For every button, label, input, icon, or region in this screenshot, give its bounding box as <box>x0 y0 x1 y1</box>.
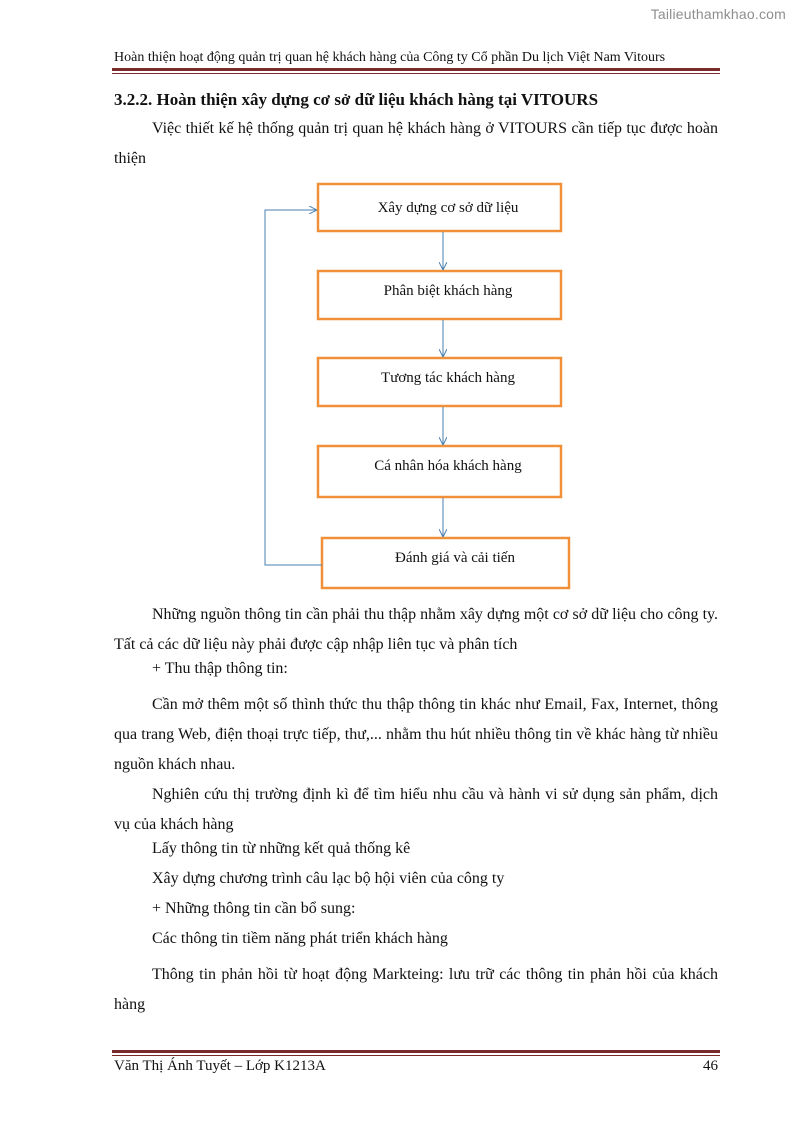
paragraph-1: Những nguồn thông tin cần phải thu thập nhằm xây dựng một cơ sở dữ liệu cho công ty. Tất cả các dữ liệu này phải được cập nhập liên tục và phân tích <box>114 606 718 653</box>
paragraph-2: + Thu thập thông tin: <box>152 660 288 677</box>
paragraph-3: Cần mở thêm một số thình thức thu thập thông tin khác như Email, Fax, Internet, thông qua trang Web, điện thoại trực tiếp, thư,... nhằm thu hút nhiều thông tin về khác hàng từ nhiều nguồn khách nhau. <box>114 696 718 773</box>
paragraph-7: + Những thông tin cần bổ sung: <box>152 900 356 917</box>
paragraph-5: Lấy thông tin từ những kết quả thống kê <box>152 840 411 857</box>
footer-author: Văn Thị Ánh Tuyết – Lớp K1213A <box>114 1058 326 1074</box>
flow-feedback-arrow <box>265 210 322 565</box>
paragraph-8: Các thông tin tiềm năng phát triển khách hàng <box>152 930 448 947</box>
page-number: 46 <box>703 1058 718 1074</box>
running-header: Hoàn thiện hoạt động quản trị quan hệ khách hàng của Công ty Cổ phần Du lịch Việt Nam Vitours <box>114 50 666 65</box>
footer-rule <box>112 1050 720 1053</box>
section-heading: 3.2.2. Hoàn thiện xây dựng cơ sở dữ liệu khách hàng tại VITOURS <box>114 90 599 109</box>
paragraph-9: Thông tin phản hồi từ hoạt động Markteing: lưu trữ các thông tin phản hồi của khách hàng <box>114 966 718 1013</box>
flow-step-4-label: Cá nhân hóa khách hàng <box>374 458 522 474</box>
flow-step-1-label: Xây dựng cơ sở dữ liệu <box>377 200 519 216</box>
watermark: Tailieuthamkhao.com <box>650 6 786 22</box>
paragraph-4: Nghiên cứu thị trường định kì để tìm hiểu nhu cầu và hành vi sử dụng sản phẩm, dịch vụ của khách hàng <box>114 786 718 833</box>
paragraph-6: Xây dựng chương trình câu lạc bộ hội viên của công ty <box>152 870 505 887</box>
intro-paragraph: Việc thiết kế hệ thống quản trị quan hệ khách hàng ở VITOURS cần tiếp tục được hoàn thiện <box>114 120 718 167</box>
flow-step-2-label: Phân biệt khách hàng <box>383 283 513 299</box>
flow-step-5-label: Đánh giá và cải tiến <box>395 550 515 566</box>
footer-rule-thin <box>112 1055 720 1056</box>
flow-step-3-label: Tương tác khách hàng <box>381 370 515 386</box>
